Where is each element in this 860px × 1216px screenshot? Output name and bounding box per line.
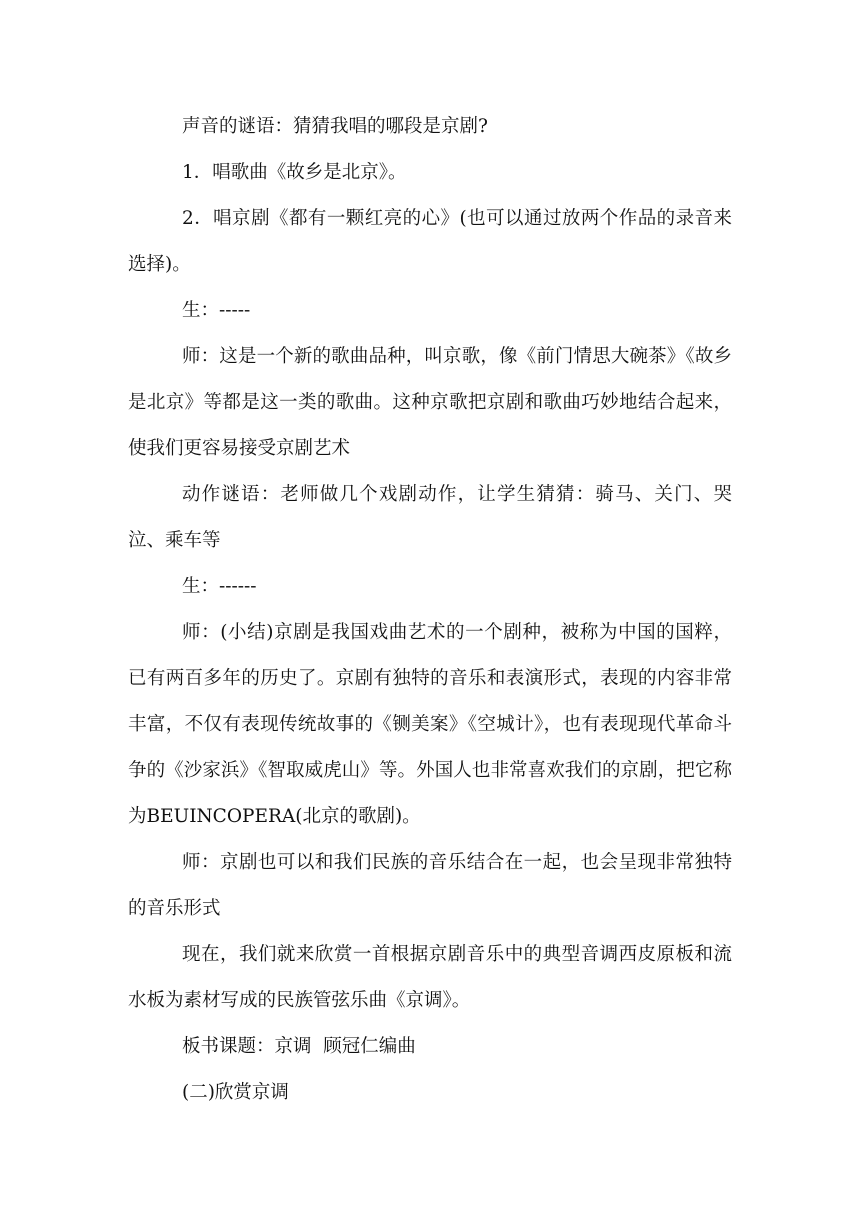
document-body <box>128 104 732 1116</box>
paragraph-teacher-jingge: 师：这是一个新的歌曲品种，叫京歌，像《前门情思大碗茶》《故乡是北京》等都是这一类的歌曲。这种京歌把京剧和歌曲巧妙地结合起来，使我们更容易接受京剧艺术 <box>128 346 732 459</box>
paragraph-student-reply-1: 生：----- <box>182 300 251 321</box>
paragraph-board-title: 板书课题：京调 顾冠仁编曲 <box>182 1036 416 1057</box>
paragraph-section-heading: (二)欣赏京调 <box>182 1082 289 1103</box>
paragraph-opera-item: 2．唱京剧《都有一颗红亮的心》(也可以通过放两个作品的录音来选择)。 <box>128 208 732 275</box>
paragraph-action-riddle: 动作谜语：老师做几个戏剧动作，让学生猜猜：骑马、关门、哭泣、乘车等 <box>128 484 732 551</box>
paragraph-now-appreciate: 现在，我们就来欣赏一首根据京剧音乐中的典型音调西皮原板和流水板为素材写成的民族管弦乐曲《京调》。 <box>128 944 732 1011</box>
paragraph-sound-riddle: 声音的谜语：猜猜我唱的哪段是京剧? <box>182 116 488 137</box>
paragraph-teacher-summary: 师：(小结)京剧是我国戏曲艺术的一个剧种，被称为中国的国粹，已有两百多年的历史了。京剧有独特的音乐和表演形式，表现的内容非常丰富，不仅有表现传统故事的《铡美案》《空城计》，也有表现现代革命斗争的《沙家浜》《智取威虎山》等。外国人也非常喜欢我们的京剧，把它称为BEUINCOPERA(北京的歌剧)。 <box>128 622 732 827</box>
paragraph-teacher-folk-music: 师：京剧也可以和我们民族的音乐结合在一起，也会呈现非常独特的音乐形式 <box>128 852 732 919</box>
paragraph-song-item: 1．唱歌曲《故乡是北京》。 <box>182 162 407 183</box>
paragraph-student-reply-2: 生：------ <box>182 576 257 597</box>
